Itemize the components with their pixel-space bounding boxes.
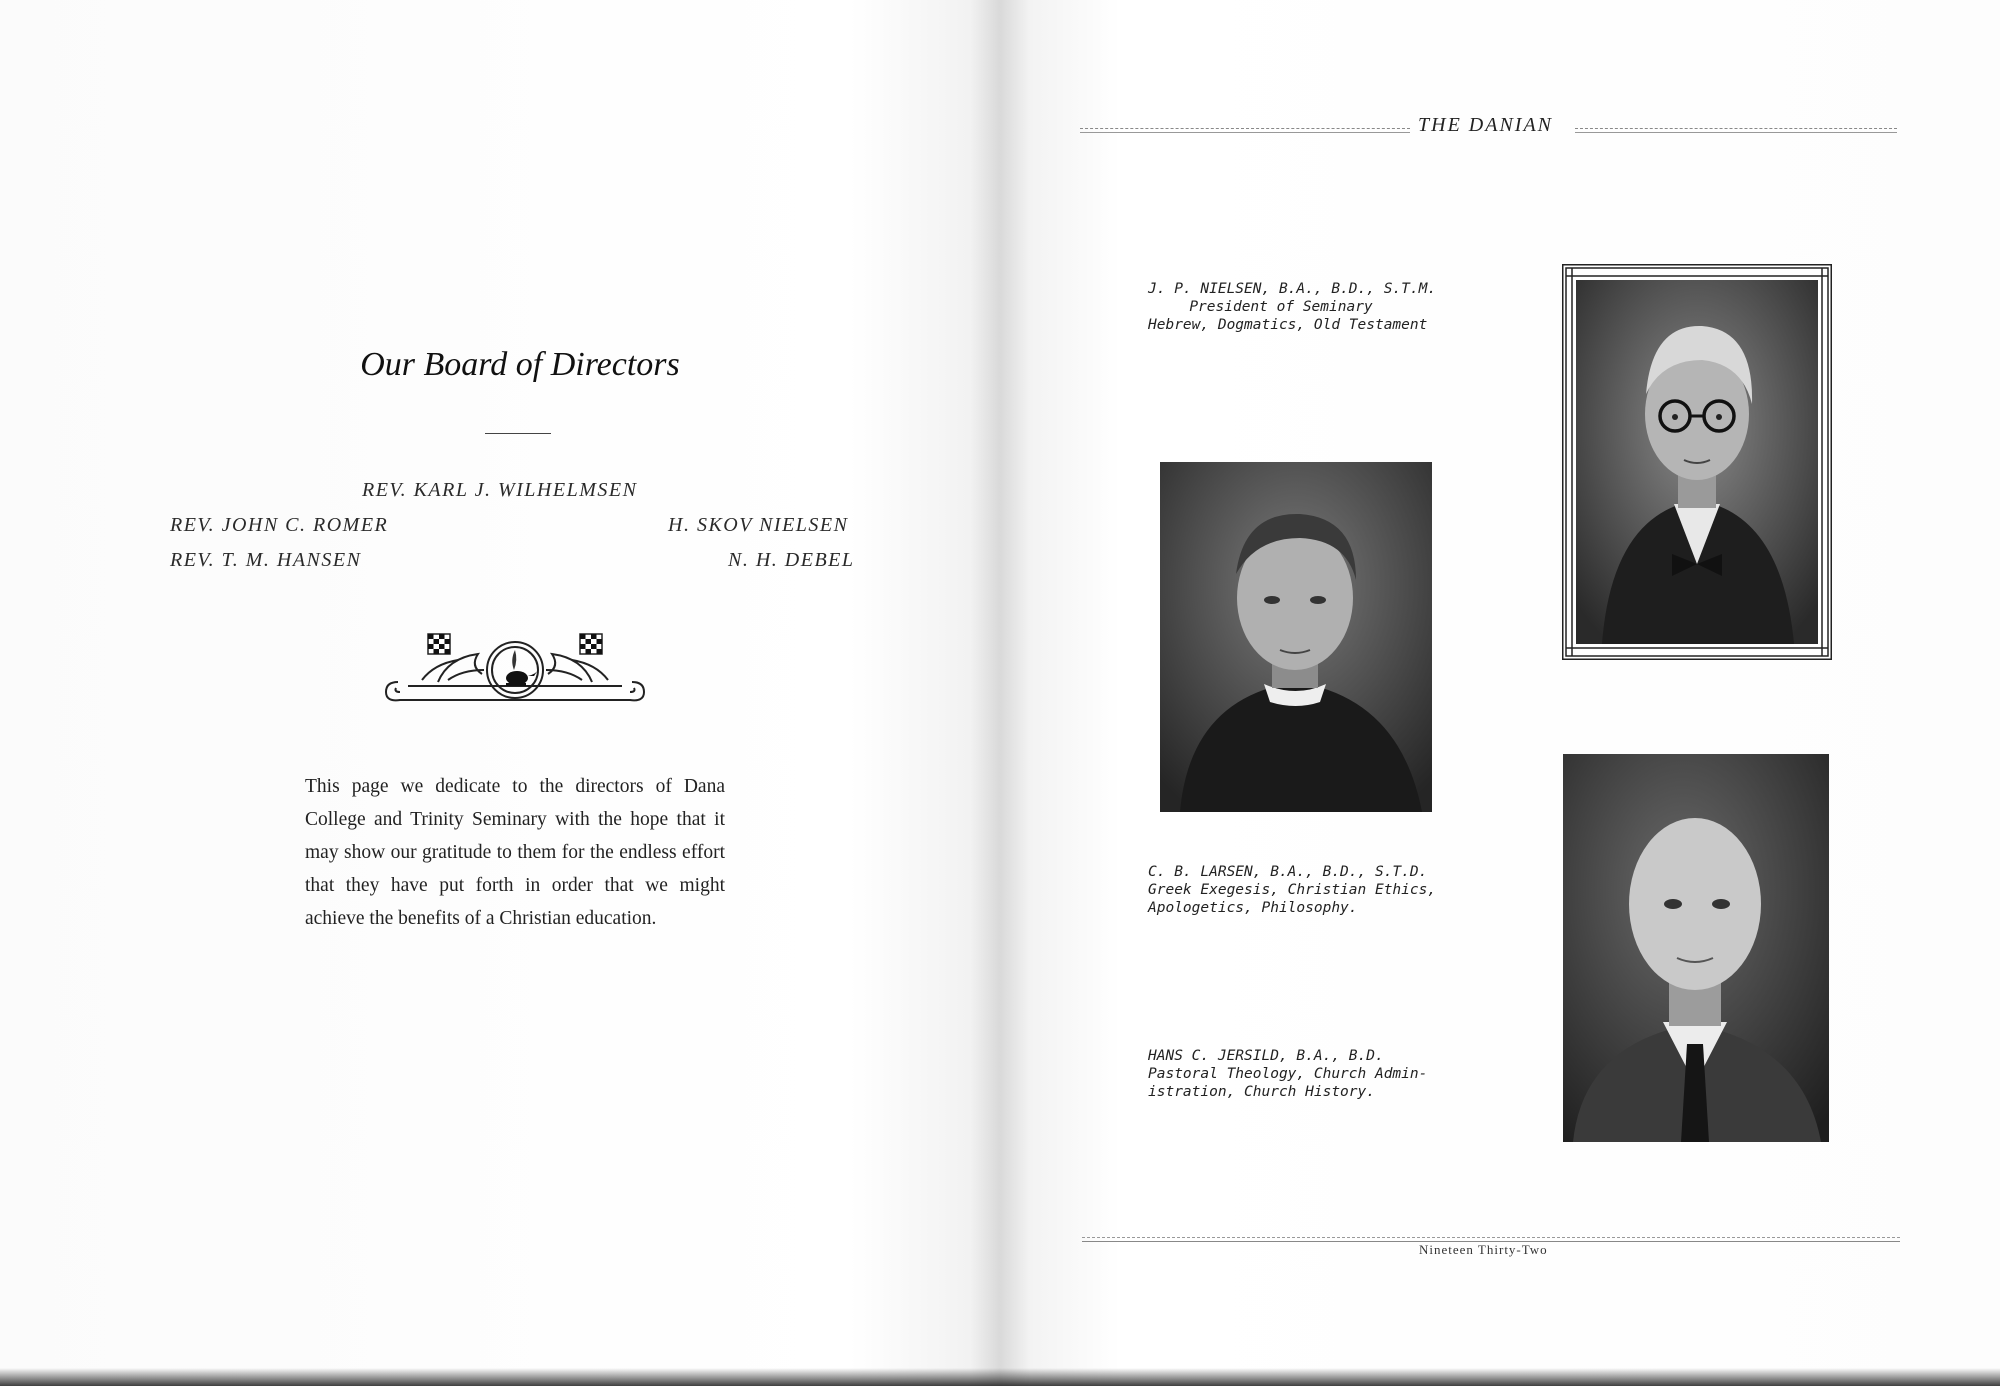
director-skov-nielsen: H. SKOV NIELSEN (668, 514, 849, 536)
faculty-name: C. B. LARSEN, B.A., B.D., S.T.D. (1148, 864, 1428, 880)
footer-year: Nineteen Thirty-Two (1419, 1242, 1548, 1257)
caption-nielsen (1148, 280, 1437, 334)
director-hansen: REV. T. M. HANSEN (170, 549, 362, 571)
header-rule-left-2 (1080, 132, 1410, 133)
faculty-detail: Apologetics, Philosophy. (1148, 900, 1358, 916)
portrait-nielsen (1562, 264, 1832, 660)
page-title: Our Board of Directors (360, 346, 680, 383)
caption-jersild (1148, 1047, 1427, 1101)
director-wilhelmsen: REV. KARL J. WILHELMSEN (362, 479, 638, 501)
director-romer: REV. JOHN C. ROMER (170, 514, 389, 536)
header-rule-right-2 (1575, 132, 1897, 133)
footer-rule (1082, 1237, 1900, 1238)
portrait-larsen (1160, 462, 1432, 812)
faculty-name: HANS C. JERSILD, B.A., B.D. (1148, 1048, 1384, 1064)
faculty-detail: President of Seminary (1189, 299, 1373, 315)
caption-larsen (1148, 863, 1436, 917)
faculty-detail: Hebrew, Dogmatics, Old Testament (1148, 317, 1428, 333)
running-head: THE DANIAN (1418, 114, 1553, 136)
portrait-jersild (1563, 754, 1829, 1142)
right-page (1000, 0, 2000, 1386)
dedication-text: This page we dedicate to the directors of Dana College and Trinity Seminary with the hope that it may show our gratitude to them for the endless effort that they have put forth in order that we might achieve the benefits of a Christian education. (305, 776, 725, 929)
lamp-ornament-icon (378, 630, 652, 706)
faculty-detail: Pastoral Theology, Church Admin- (1148, 1066, 1428, 1082)
faculty-name: J. P. NIELSEN, B.A., B.D., S.T.M. (1148, 281, 1437, 297)
page-edge-shadow (0, 1368, 2000, 1386)
header-rule-left (1080, 128, 1410, 129)
header-rule-right (1575, 128, 1897, 129)
title-divider (485, 433, 551, 434)
faculty-detail: istration, Church History. (1148, 1084, 1375, 1100)
faculty-detail: Greek Exegesis, Christian Ethics, (1148, 882, 1437, 898)
director-debel: N. H. DEBEL (728, 549, 855, 571)
